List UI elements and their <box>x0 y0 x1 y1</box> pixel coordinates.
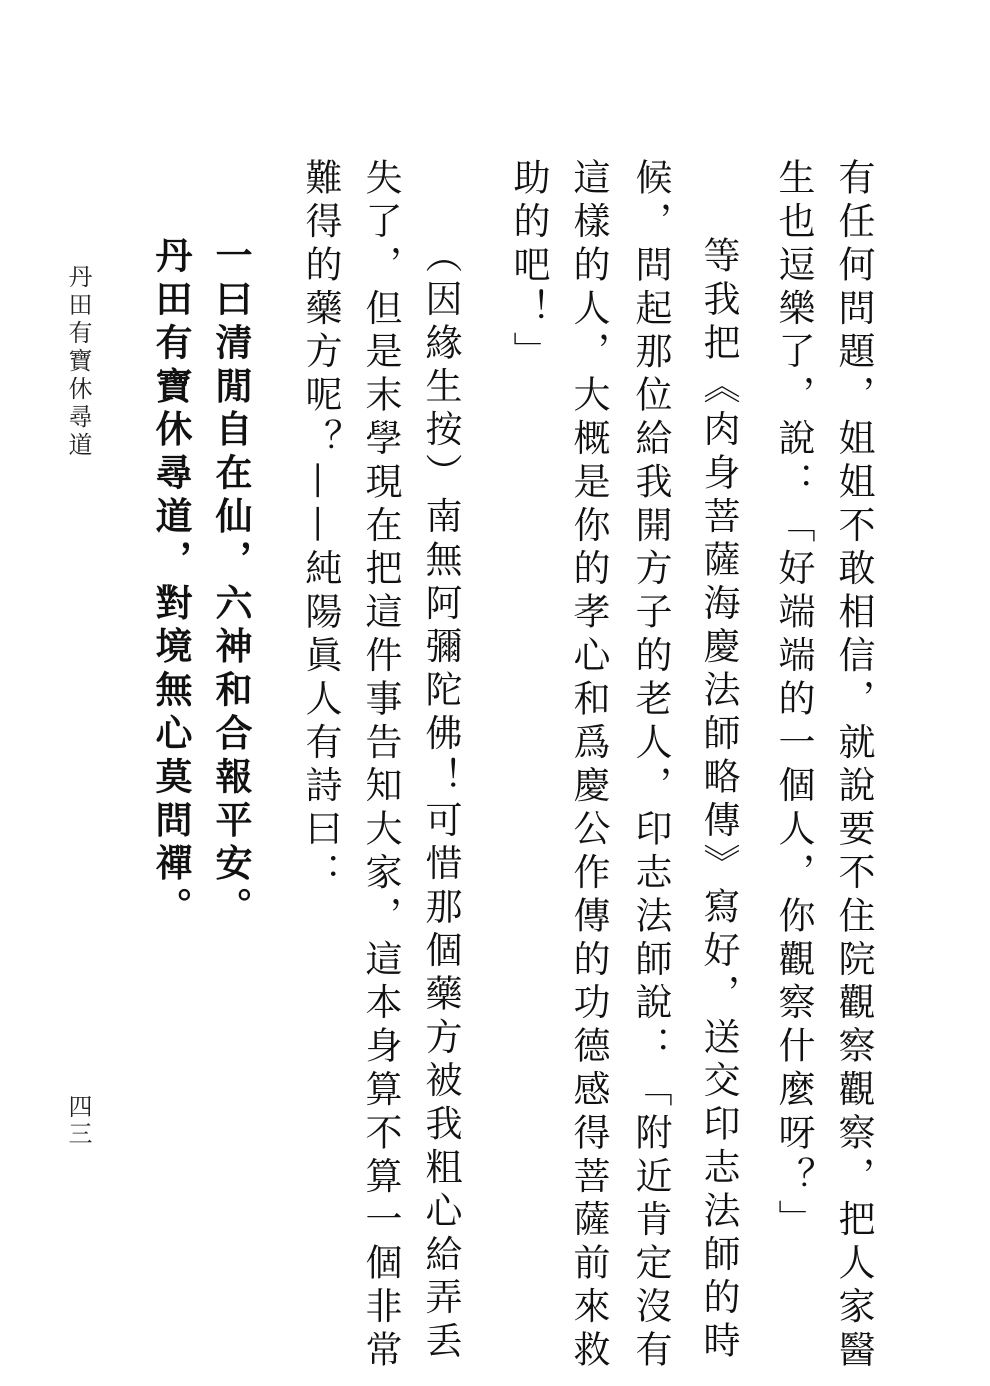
text-column-8: 失了，但是末學現在把這件事告知大家，這本身算不算一個非常 <box>359 158 402 1374</box>
text-column-6: 助的吧！」 <box>507 158 550 375</box>
text-column-2: 生也逗樂了，說：「好端端的一個人，你觀察什麼呀？」 <box>772 158 815 1243</box>
poem-line-2: 丹田有寶休尋道，對境無心莫問禪。 <box>149 236 192 931</box>
running-title: 丹田有寶休尋道 <box>64 264 92 460</box>
text-column-1: 有任何問題，姐姐不敢相信，就說要不住院觀察觀察，把人家醫 <box>832 158 875 1374</box>
text-column-9: 難得的藥方呢？——純陽眞人有詩曰： <box>299 158 342 896</box>
poem-line-1: 一曰清閒自在仙，六神和合報平安。 <box>209 236 252 931</box>
text-column-3: 等我把《肉身菩薩海慶法師略傳》寫好，送交印志法師的時 <box>697 236 740 1365</box>
text-column-7: （因緣生按）南無阿彌陀佛！可惜那個藥方被我粗心給弄丢 <box>419 236 462 1365</box>
text-column-4: 候，問起那位給我開方子的老人，印志法師說：「附近肯定沒有 <box>629 158 672 1374</box>
page-number: 四三 <box>64 1094 92 1148</box>
text-column-5: 這樣的人，大概是你的孝心和爲慶公作傳的功德感得菩薩前來救 <box>567 158 610 1374</box>
